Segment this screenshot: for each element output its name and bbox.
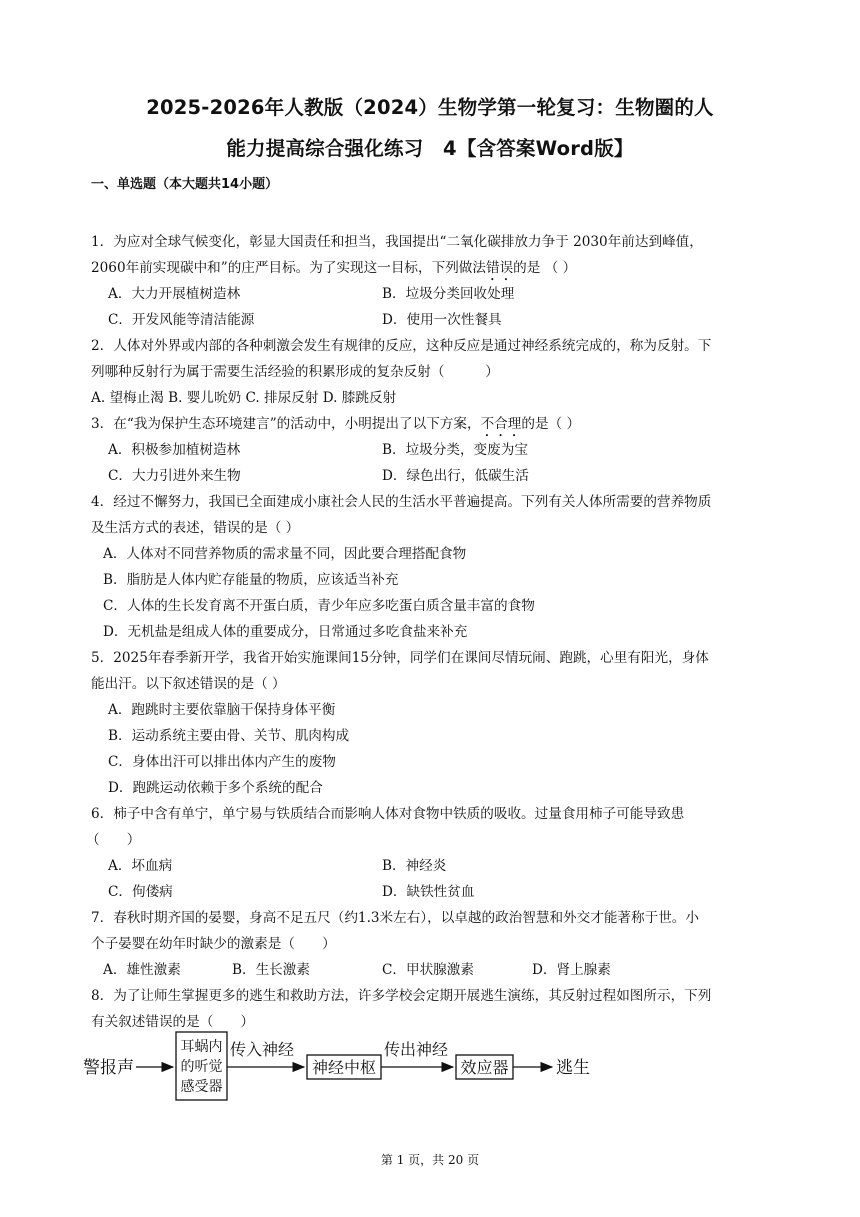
q5-option-c: C．身体出汗可以排出体内产生的废物 xyxy=(108,754,336,770)
q6-stem-line-2: （ ） xyxy=(86,832,141,848)
q7-option-d: D．肾上腺素 xyxy=(532,962,611,978)
diagram-end-label: 逃生 xyxy=(556,1058,590,1078)
q4-option-a: A．人体对不同营养物质的需求量不同，因此要合理搭配食物 xyxy=(103,546,467,562)
q2-stem-line-2: 列哪种反射行为属于需要生活经验的积累形成的复杂反射（ ） xyxy=(91,364,499,380)
diagram-effector-box xyxy=(456,1055,513,1079)
q1-option-a: A．大力开展植树造林 xyxy=(108,286,241,302)
diagram-efferent-label: 传出神经 xyxy=(384,1040,449,1059)
q8-stem-line-2: 有关叙述错误的是（ ） xyxy=(91,1014,255,1030)
q1-option-c: C．开发风能等清洁能源 xyxy=(108,312,255,328)
q4-stem-line-1: 4．经过不懈努力，我国已全面建成小康社会人民的生活水平普遍提高。下列有关人体所需要的营养物质 xyxy=(91,494,712,510)
diagram-center-box xyxy=(307,1055,381,1079)
q4-option-c: C．人体的生长发育离不开蛋白质，青少年应多吃蛋白质含量丰富的食物 xyxy=(103,598,535,614)
q7-option-a: A．雄性激素 xyxy=(103,962,181,978)
q7-option-b: B．生长激素 xyxy=(232,962,310,978)
q1-stem-line-1: 1．为应对全球气候变化，彰显大国责任和担当，我国提出“二氧化碳排放力争于 2030年前达到峰值， xyxy=(91,234,703,250)
q5-option-a: A．跑跳时主要依靠脑干保持身体平衡 xyxy=(108,702,336,718)
diagram-afferent-label: 传入神经 xyxy=(230,1040,295,1059)
document-title-line-1: 2025-2026年人教版（2024）生物学第一轮复习：生物圈的人 xyxy=(146,96,714,119)
q5-stem-line-1: 5．2025年春季新开学，我省开始实施课间15分钟，同学们在课间尽情玩闹、跑跳，心里有阳光，身体 xyxy=(91,650,709,666)
q1-option-d: D．使用一次性餐具 xyxy=(382,312,502,328)
diagram-receptor-label-1: 耳蜗内 xyxy=(180,1039,223,1055)
q3-option-c: C．大力引进外来生物 xyxy=(108,468,241,484)
q7-stem-line-2: 个子晏婴在幼年时缺少的激素是（ ） xyxy=(91,936,336,952)
diagram-start-label: 警报声 xyxy=(83,1058,134,1078)
q8-stem-line-1: 8．为了让师生掌握更多的逃生和救助方法，许多学校会定期开展逃生演练，其反射过程如图所示，下列 xyxy=(91,988,712,1004)
q6-option-a: A．坏血病 xyxy=(108,858,173,874)
q2-options: A. 望梅止渴 B. 婴儿吮奶 C. 排尿反射 D. 膝跳反射 xyxy=(91,390,397,406)
q3-stem-line-1: 3．在“我为保护生态环境建言”的活动中，小明提出了以下方案，不合理的是（ ） xyxy=(91,416,581,432)
page-footer: 第 1 页，共 20 页 xyxy=(380,1153,480,1167)
q3-emphasis: 不合理 xyxy=(480,416,522,432)
diagram-center-label: 神经中枢 xyxy=(311,1058,377,1077)
q3-option-a: A．积极参加植树造林 xyxy=(108,442,241,458)
diagram-receptor-label-2: 的听觉 xyxy=(180,1059,223,1075)
q6-option-d: D．缺铁性贫血 xyxy=(382,884,475,900)
q2-stem-line-1: 2．人体对外界或内部的各种刺激会发生有规律的反应，这种反应是通过神经系统完成的，称为反射。下 xyxy=(91,338,712,354)
q3-option-d: D．绿色出行，低碳生活 xyxy=(382,468,529,484)
section-heading: 一、单选题（本大题共14小题） xyxy=(91,177,279,192)
q3-option-b: B．垃圾分类，变废为宝 xyxy=(382,442,528,458)
q6-option-c: C．佝偻病 xyxy=(108,884,173,900)
q7-option-c: C．甲状腺激素 xyxy=(382,962,474,978)
diagram-receptor-label-3: 感受器 xyxy=(180,1079,223,1095)
q4-option-b: B．脂肪是人体内贮存能量的物质，应该适当补充 xyxy=(103,572,399,588)
q5-option-d: D．跑跳运动依赖于多个系统的配合 xyxy=(108,780,323,796)
q7-stem-line-1: 7．春秋时期齐国的晏婴，身高不足五尺（约1.3米左右），以卓越的政治智慧和外交才能著称于世。小 xyxy=(91,910,699,926)
q4-stem-line-2: 及生活方式的表述，错误的是（ ） xyxy=(91,520,300,536)
q6-stem-line-1: 6．柿子中含有单宁，单宁易与铁质结合而影响人体对食物中铁质的吸收。过量食用柿子可能导致患 xyxy=(91,806,685,822)
q5-stem-line-2: 能出汗。以下叙述错误的是（ ） xyxy=(91,676,286,692)
q1-stem-line-2: 2060年前实现碳中和”的庄严目标。为了实现这一目标，下列做法错误的是 （ ） xyxy=(91,260,577,276)
q5-option-b: B．运动系统主要由骨、关节、肌肉构成 xyxy=(108,728,350,744)
q4-option-d: D．无机盐是组成人体的重要成分，日常通过多吃食盐来补充 xyxy=(103,624,468,640)
diagram-effector-label: 效应器 xyxy=(460,1058,509,1077)
q1-emphasis: 错误 xyxy=(485,260,514,276)
diagram-receptor-box xyxy=(176,1032,227,1100)
document-title-line-2: 能力提高综合强化练习 4【含答案Word版】 xyxy=(226,137,634,160)
q6-option-b: B．神经炎 xyxy=(382,858,447,874)
q1-option-b: B．垃圾分类回收处理 xyxy=(382,286,515,302)
